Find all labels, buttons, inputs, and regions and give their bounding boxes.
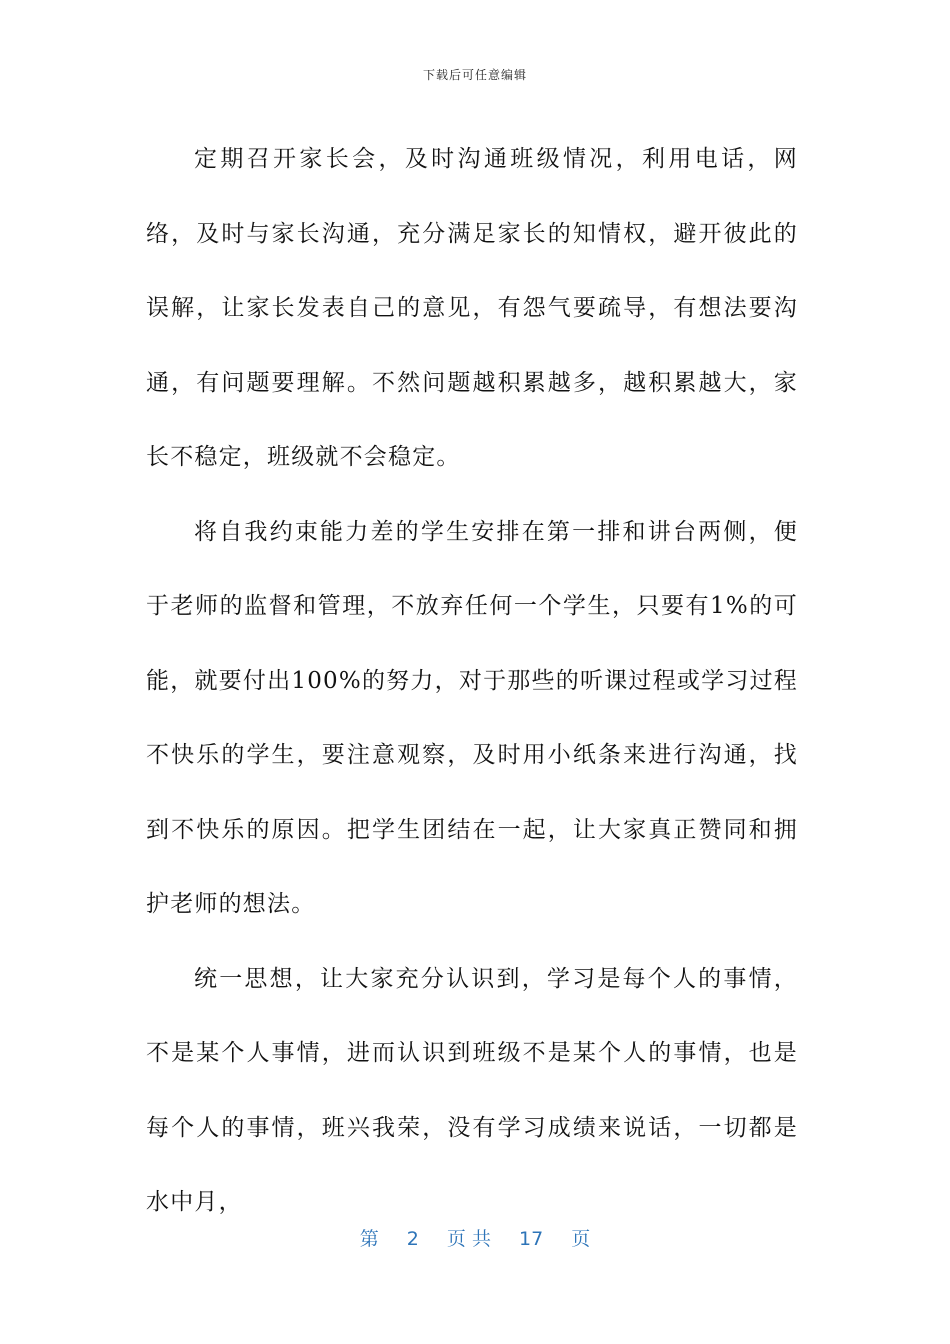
current-page-number: 2 (406, 1228, 419, 1250)
total-page-count: 17 (519, 1228, 544, 1250)
footer-prefix: 第 (359, 1228, 379, 1250)
footer-middle: 页 共 (446, 1228, 491, 1250)
footer-suffix: 页 (571, 1228, 591, 1250)
paragraph-3: 统一思想，让大家充分认识到，学习是每个人的事情，不是某个人事情，进而认识到班级不是某个人的事情，也是每个人的事情，班兴我荣，没有学习成绩来说话，一切都是水中月， (146, 965, 798, 1215)
paragraph-2: 将自我约束能力差的学生安排在第一排和讲台两侧，便于老师的监督和管理，不放弃任何一个学生，只要有1%的可能，就要付出100%的努力，对于那些的听课过程或学习过程不快乐的学生，要注意观察，及时用小纸条来进行沟通，找到不快乐的原因。把学生团结在一起，让大家真正赞同和拥护老师的想法。 (146, 518, 798, 917)
document-body (146, 122, 798, 1240)
paragraph-1: 定期召开家长会，及时沟通班级情况，利用电话，网络，及时与家长沟通，充分满足家长的知情权，避开彼此的误解，让家长发表自己的意见，有怨气要疏导，有想法要沟通，有问题要理解。不然问题越积累越多，越积累越大，家长不稳定，班级就不会稳定。 (146, 146, 798, 470)
header-note: 下载后可任意编辑 (422, 68, 527, 82)
page-footer (0, 1224, 950, 1251)
